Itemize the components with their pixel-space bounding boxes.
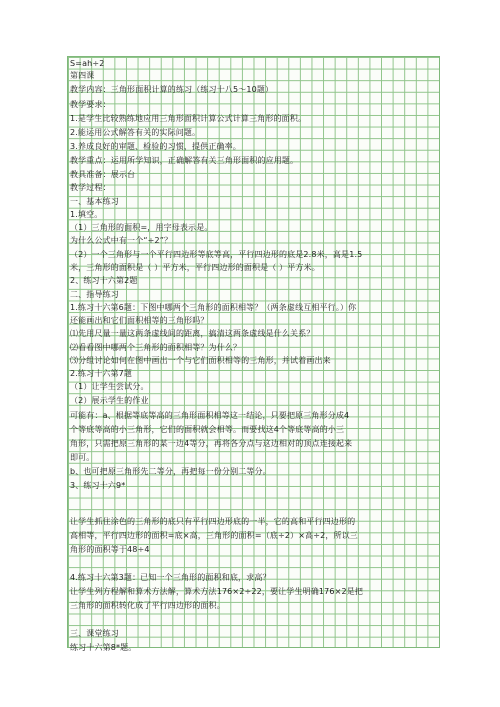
possible-answer-a-4: 即可。	[70, 453, 95, 462]
fill-blank-1: （1）三角形的面积=，用字母表示是。	[70, 223, 213, 232]
possible-answer-b: b、也可把原三角形先二等分，再把每一份分别二等分。	[70, 467, 271, 476]
possible-answer-a-1: 可能有：a、根据等底等高的三角形面积相等这一结论，只要把原三角形分成4	[70, 411, 350, 420]
show-work: （2）展示学生的作业	[70, 396, 149, 405]
section-3-heading: 三、课堂练习	[70, 629, 119, 638]
teaching-focus: 教学重点：运用所学知识，正确解答有关三角形面积的应用题。	[70, 156, 299, 165]
possible-answer-a-2: 个等底等高的小三角形，它们的面积就会相等。而要找这4个等底等高的小三	[70, 425, 345, 434]
step-2: ⑵看看图中哪两个三角形的面积相等？为什么？	[70, 343, 242, 352]
exercise-3-explain-1: 让学生抓住涂色的三角形的底只有平行四边形底的一半，它的高和平行四边形的	[70, 517, 356, 526]
teaching-aids: 教具准备：展示台	[70, 170, 136, 179]
possible-answer-a-3: 角形，只需把原三角形的某一边4等分，再将各分点与这边相对的顶点连接起来	[70, 439, 353, 448]
guided-exercise-1: 1.练习十六第6题：下图中哪两个三角形的面积相等？（两条虚线互相平行。）你	[70, 303, 357, 312]
fill-blank-label: 1.填空。	[70, 210, 103, 219]
exercise-4-explain-2: 三角形的面积转化成了平行四边形的面积。	[70, 601, 225, 610]
process-heading: 教学过程：	[70, 183, 111, 192]
step-1: ⑴先用尺量一量这两条虚线间的距离，搞清这两条虚线是什么关系？	[70, 329, 315, 338]
lesson-title: 第四课	[70, 71, 95, 80]
guided-exercise-4: 4.练习十六第3题：已知一个三角形的面积和底，求高？	[70, 573, 271, 582]
requirement-3: 3.养成良好的审题、检验的习惯，提供正确率。	[70, 142, 241, 151]
exercise-4-explain-1: 让学生列方程解和算术方法解，算术方法176×2÷22，要让学生明确176×2是把	[70, 587, 364, 596]
fill-blank-2: （2）一个三角形与一个平行四边形等底等高，平行四边形的底是2.8米，高是1.5	[70, 250, 363, 259]
class-exercise: 练习十六第8*题。	[70, 643, 137, 652]
guided-exercise-1-cont: 还能画出和它们面积相等的三角形吗？	[70, 316, 209, 325]
section-1-heading: 一、基本练习	[70, 197, 119, 206]
teaching-content: 教学内容：三角形面积计算的练习（练习十八5～10题）	[70, 85, 274, 94]
guided-exercise-3: 3、练习十六9*	[70, 481, 126, 490]
step-3: ⑶分组讨论如何在图中画出一个与它们面积相等的三角形，并试着画出来	[70, 356, 331, 365]
formula-line: S=ah÷2	[70, 59, 105, 68]
requirements-heading: 教学要求：	[70, 100, 111, 109]
fill-blank-question: 为什么公式中有一个“÷2”？	[70, 236, 173, 245]
guided-exercise-2: 2.练习十六第7题	[70, 369, 133, 378]
section-2-heading: 二、指导练习	[70, 290, 119, 299]
exercise-3-explain-3: 角形的面积等于48÷4	[70, 545, 150, 554]
fill-blank-2-cont: 米，三角形的面积是（ ）平方米，平行四边形的面积是（ ）平方米。	[70, 263, 320, 272]
requirement-2: 2.能运用公式解答有关的实际问题。	[70, 128, 201, 137]
exercise-2: 2、练习十六第2题	[70, 276, 138, 285]
requirement-1: 1.是学生比较熟练地应用三角形面积计算公式计算三角形的面积。	[70, 114, 307, 123]
exercise-3-explain-2: 高相等，平行四边形的面积=底×高，三角形的面积=（底÷2）×高÷2，所以三	[70, 531, 358, 540]
try-divide: （1）让学生尝试分。	[70, 382, 149, 391]
